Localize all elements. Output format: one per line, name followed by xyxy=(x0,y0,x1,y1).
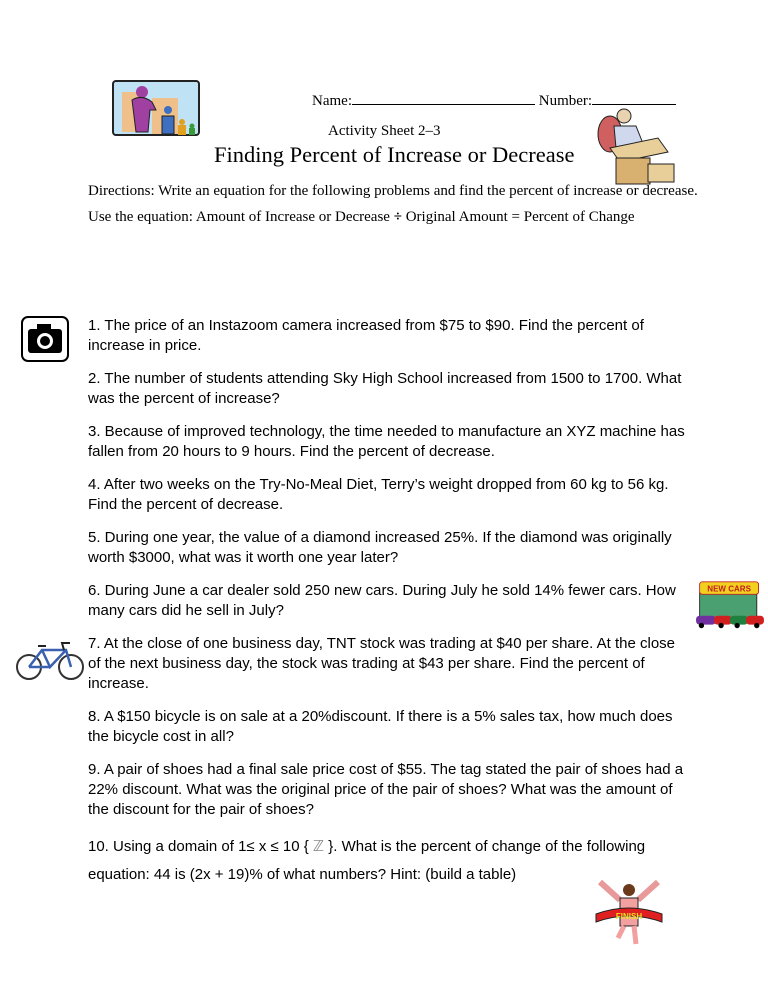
question-5: 5. During one year, the value of a diamond increased 25%. If the diamond was originally worth $3000, what was it worth one year later? xyxy=(88,529,672,566)
directions-text-2: Original Amount = Percent of Change xyxy=(405,209,635,225)
activity-subtitle: Activity Sheet 2–3 xyxy=(328,123,441,139)
finish-runner-clipart xyxy=(594,878,664,953)
family-clipart xyxy=(112,80,208,143)
question-1: 1. The price of an Instazoom camera increased from $75 to $90. Find the percent of increase in price. xyxy=(88,317,644,354)
new-cars-clipart xyxy=(694,580,766,635)
directions xyxy=(88,178,708,230)
new-cars-sign-text: NEW CARS xyxy=(707,584,751,594)
bicycle-clipart xyxy=(14,640,86,687)
camera-icon xyxy=(20,315,70,368)
q10-text-2: }. What is the percent of change of the following equation: 44 is (2x + 19)% of what numbers? Hint: (build a table) xyxy=(88,838,646,883)
finish-banner-text: FINISH xyxy=(615,912,643,921)
questions-list xyxy=(88,316,688,902)
page-title: Finding Percent of Increase or Decrease xyxy=(214,142,575,167)
directions-text: Directions: Write an equation for the following problems and find the percent of increase or decrease. Use the equation: Amount of Increase or Decrease xyxy=(88,183,698,225)
question-3: 3. Because of improved technology, the time needed to manufacture an XYZ machine has fallen from 20 hours to 9 hours. Find the percent of decrease. xyxy=(88,423,685,460)
divide-symbol: ÷ xyxy=(393,209,402,225)
question-6: 6. During June a car dealer sold 250 new cars. During July he sold 14% fewer cars. How many cars did he sell in July? xyxy=(88,582,676,619)
name-number-line xyxy=(312,90,676,110)
number-field[interactable] xyxy=(592,90,676,105)
question-8: 8. A $150 bicycle is on sale at a 20%discount. If there is a 5% sales tax, how much does the bicycle cost in all? xyxy=(88,708,673,745)
question-7: 7. At the close of one business day, TNT stock was trading at $40 per share. At the close of the next business day, the stock was trading at $43 per share. Find the percent of increase. xyxy=(88,635,675,692)
question-4: 4. After two weeks on the Try-No-Meal Diet, Terry’s weight dropped from 60 kg to 56 kg. Find the percent of decrease. xyxy=(88,476,669,513)
question-2: 2. The number of students attending Sky High School increased from 1500 to 1700. What was the percent of increase? xyxy=(88,370,682,407)
name-field[interactable] xyxy=(352,90,535,105)
integer-set-symbol: ℤ xyxy=(308,838,329,855)
q10-text: 10. Using a domain of 1≤ x ≤ 10 { xyxy=(88,838,309,855)
name-label: Name: xyxy=(312,93,352,109)
number-label: Number: xyxy=(538,93,593,109)
question-9: 9. A pair of shoes had a final sale price cost of $55. The tag stated the pair of shoes had a 22% discount. What was the original price of the pair of shoes? What was the amount of the discount for the pair of shoes? xyxy=(88,761,684,818)
